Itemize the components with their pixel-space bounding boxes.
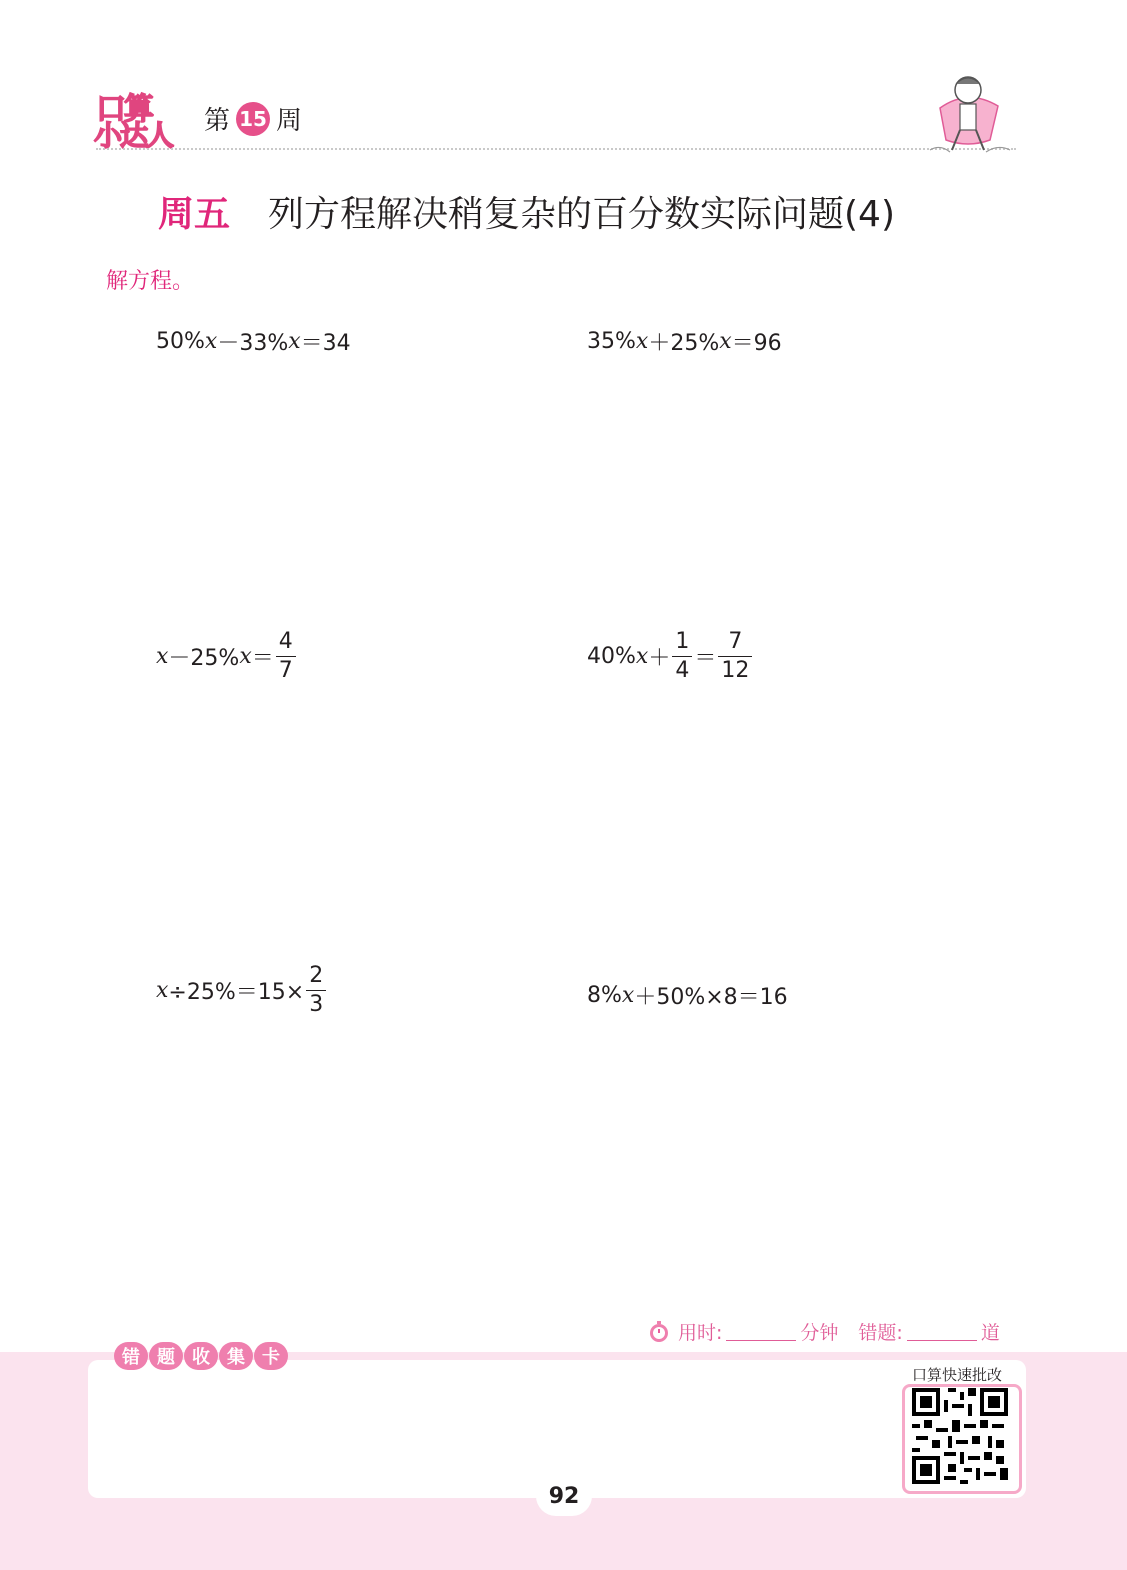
- card-title-char: 收: [184, 1342, 218, 1370]
- qr-label: 口算快速批改: [912, 1366, 1003, 1384]
- fraction: [718, 630, 752, 683]
- eq-variable: x: [204, 329, 218, 354]
- eq-variable: x: [239, 644, 252, 669]
- fraction-numerator: 4: [278, 629, 293, 654]
- brand-logo: [92, 84, 184, 150]
- eq-variable: x: [635, 329, 649, 354]
- card-title-char: 题: [149, 1342, 183, 1370]
- fraction-denominator: 4: [672, 656, 692, 683]
- eq-term: 50%: [156, 329, 205, 354]
- logo-line-2: 小达人: [94, 119, 173, 152]
- week-prefix: 第: [204, 106, 231, 136]
- time-label: 用时:: [678, 1322, 723, 1344]
- instruction: 解方程。: [106, 269, 195, 294]
- week-indicator: [204, 100, 302, 137]
- time-blank[interactable]: [726, 1322, 796, 1341]
- eq-term: ＋: [648, 646, 671, 671]
- eq-term: ÷25%＝15×: [168, 980, 305, 1005]
- eq-term: ＝34: [300, 331, 351, 356]
- equation-4: [587, 630, 754, 683]
- eq-variable: x: [288, 329, 301, 354]
- equation-5: [156, 964, 328, 1017]
- page-number: 92: [536, 1476, 592, 1516]
- fraction-numerator: 1: [675, 629, 690, 654]
- eq-term: ＋25%: [648, 331, 720, 356]
- card-title: [114, 1342, 289, 1370]
- fraction: [306, 964, 326, 1017]
- superhero-kid-icon: [920, 68, 1016, 160]
- equation-6: [587, 980, 788, 1011]
- eq-term: ＋50%×8＝16: [634, 985, 788, 1010]
- eq-term: －33%: [217, 331, 289, 356]
- equation-2: [587, 326, 782, 357]
- time-unit: 分钟: [800, 1322, 839, 1344]
- stopwatch-icon: [648, 1321, 670, 1343]
- card-title-char: 卡: [254, 1342, 288, 1370]
- eq-term: ＝: [694, 646, 717, 671]
- title-text: 列方程解决稍复杂的百分数实际问题(4): [268, 194, 896, 235]
- qr-code-icon[interactable]: [912, 1388, 1008, 1484]
- week-suffix: 周: [276, 106, 303, 136]
- errors-unit: 道: [980, 1322, 1000, 1344]
- eq-term: －25%: [168, 646, 240, 671]
- week-number-badge: 15: [236, 102, 270, 136]
- errors-label: 错题:: [858, 1322, 903, 1344]
- equation-3: [156, 630, 298, 683]
- eq-term: ＝96: [731, 331, 782, 356]
- card-title-char: 错: [114, 1342, 148, 1370]
- fraction-denominator: 7: [276, 656, 296, 683]
- equation-1: [156, 326, 351, 357]
- eq-term: 40%: [587, 644, 636, 669]
- eq-variable: x: [635, 644, 649, 669]
- eq-term: 8%: [587, 983, 622, 1008]
- fraction: [276, 630, 296, 683]
- eq-variable: x: [719, 329, 732, 354]
- eq-term: ＝: [251, 646, 274, 671]
- eq-term: 35%: [587, 329, 636, 354]
- errors-blank[interactable]: [907, 1322, 977, 1341]
- fraction-numerator: 7: [728, 629, 743, 654]
- fraction-denominator: 12: [718, 656, 752, 683]
- logo-line-1: 口算: [96, 92, 152, 127]
- header-divider: [96, 148, 1016, 150]
- eq-variable: x: [156, 978, 169, 1003]
- eq-variable: x: [621, 983, 635, 1008]
- eq-variable: x: [156, 644, 169, 669]
- fraction-denominator: 3: [306, 990, 326, 1017]
- page-title: [158, 186, 895, 237]
- time-and-errors: [648, 1318, 1000, 1345]
- fraction-numerator: 2: [309, 963, 324, 988]
- fraction: [672, 630, 692, 683]
- title-day: 周五: [158, 194, 231, 235]
- card-title-char: 集: [219, 1342, 253, 1370]
